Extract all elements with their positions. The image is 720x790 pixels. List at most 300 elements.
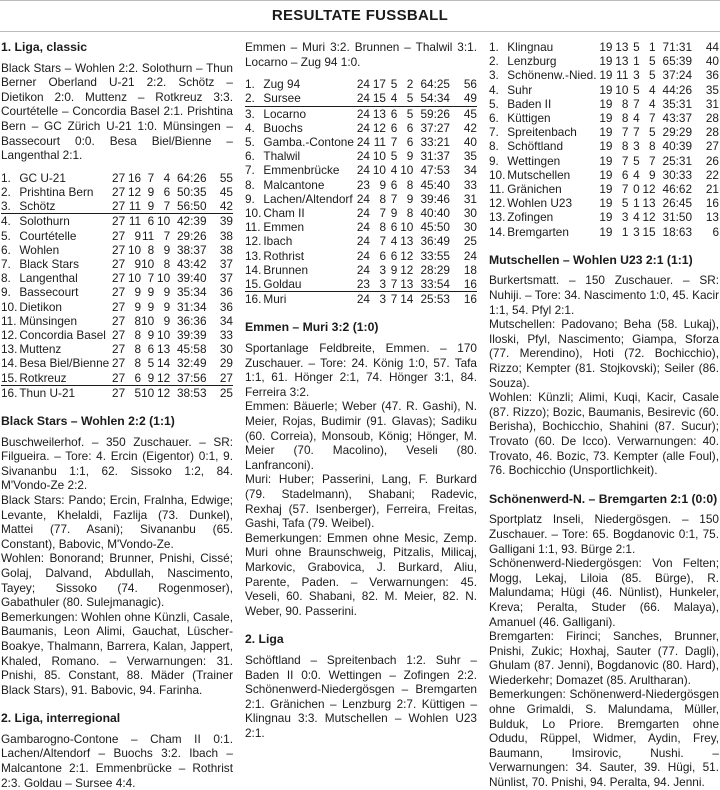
stat-cell: 9	[147, 299, 155, 314]
team-cell: Muri	[263, 292, 287, 307]
points-cell: 40	[463, 135, 477, 149]
points-cell: 24	[463, 248, 477, 263]
liga2-standings	[489, 40, 719, 239]
stat-cell: 8	[134, 342, 142, 357]
stat-cell: 15	[642, 224, 656, 239]
goals-cell: 37:24	[662, 68, 693, 83]
team-cell: Emmen	[263, 220, 305, 235]
team-cell: Courtételle	[19, 228, 77, 243]
goals-cell: 45:40	[420, 177, 450, 192]
stat-cell: 19	[599, 82, 613, 97]
team-cell: Lenzburg	[507, 54, 557, 69]
stat-cell: 12	[400, 262, 414, 277]
goals-cell: 65:39	[662, 54, 693, 69]
standings-row	[1, 243, 233, 257]
standings-row	[245, 135, 477, 149]
stat-cell: 24	[356, 234, 370, 249]
goals-cell: 33:21	[420, 135, 450, 149]
stat-cell: 10	[372, 163, 386, 178]
team-cell: Schönenw.-Nied.	[507, 68, 597, 83]
rank-cell: 12.	[489, 196, 506, 211]
stat-cell: 5	[397, 91, 413, 106]
points-cell: 42	[207, 199, 233, 214]
standings-row	[1, 371, 233, 386]
stat-cell: 16	[127, 170, 142, 185]
points-cell: 31	[463, 191, 477, 206]
rank-cell: 11.	[245, 220, 261, 235]
rank-cell: 13.	[245, 248, 262, 263]
stat-cell: 7	[621, 182, 629, 197]
standings-row	[245, 121, 477, 135]
stat-cell: 5	[633, 82, 640, 97]
points-cell: 38	[219, 242, 233, 257]
rank-cell: 16.	[1, 385, 18, 400]
stat-cell: 27	[112, 214, 126, 229]
team-cell: Wettingen	[507, 153, 561, 168]
goals-cell: 38:37	[177, 242, 207, 257]
stat-cell: 27	[112, 285, 126, 300]
stat-cell: 1	[633, 54, 640, 69]
stat-cell: 24	[356, 163, 370, 178]
match-heading-black-stars-wohlen: Black Stars – Wohlen 2:2 (1:1)	[1, 414, 175, 428]
stat-cell: 9	[134, 228, 142, 243]
team-cell: Prishtina Bern	[19, 184, 94, 199]
stat-cell: 5	[134, 385, 142, 400]
team-cell: Münsingen	[19, 313, 78, 328]
rank-cell: 14.	[489, 224, 506, 239]
stat-cell: 8	[406, 177, 414, 192]
goals-cell: 36:36	[177, 313, 207, 328]
rank-cell: 7.	[489, 125, 499, 140]
stat-cell: 13	[642, 196, 656, 211]
stat-cell: 6	[390, 106, 398, 121]
goals-cell: 43:42	[177, 256, 207, 271]
goals-cell: 50:35	[177, 184, 207, 199]
standings-row	[245, 77, 477, 91]
points-cell: 33	[219, 327, 233, 342]
points-cell: 16	[705, 196, 719, 211]
team-cell: Muttenz	[19, 342, 62, 357]
standings-row	[245, 206, 477, 220]
rank-cell: 8.	[489, 139, 499, 154]
stat-cell: 7	[386, 277, 397, 292]
team-cell: Solothurn	[19, 214, 70, 229]
rank-cell: 14.	[1, 356, 18, 371]
stat-cell: 8	[147, 242, 155, 257]
stat-cell: 7	[621, 153, 629, 168]
team-cell: Concordia Basel	[19, 327, 106, 342]
team-cell: Rotkreuz	[19, 371, 109, 386]
stat-cell: 10	[157, 214, 171, 229]
standings-row	[1, 300, 233, 314]
stat-cell: 8	[134, 313, 142, 328]
stat-cell: 24	[356, 106, 370, 121]
match-report-team-a: Black Stars: Pando; Ercin, Fralnha, Edwige; Levante, Khelaldi, Fazlija (73. Dunkel), Mattei (77. Asani); Sivananbu (65. Constant), Babovic, M'Vondo-Ze.	[1, 492, 233, 551]
stat-cell: 12	[157, 385, 171, 400]
stat-cell: 5	[649, 125, 656, 140]
stat-cell: 24	[356, 135, 370, 149]
stat-cell: 7	[621, 125, 629, 140]
rank-cell: 7.	[245, 163, 255, 178]
points-cell: 40	[705, 54, 719, 69]
stat-cell: 19	[599, 153, 613, 168]
goals-cell: 28:29	[420, 262, 450, 277]
stat-cell: 11	[616, 68, 629, 83]
stat-cell: 27	[112, 385, 126, 400]
stat-cell: 8	[379, 220, 386, 235]
stat-cell: 19	[599, 182, 613, 197]
stat-cell: 13	[397, 277, 413, 292]
rank-cell: 12.	[1, 327, 18, 342]
stat-cell: 4	[386, 91, 397, 106]
stat-cell: 6	[406, 135, 414, 149]
points-cell: 30	[463, 206, 477, 221]
standings-row	[489, 97, 719, 111]
team-cell: Buochs	[263, 120, 303, 135]
stat-cell: 5	[147, 356, 155, 371]
team-cell: Lachen/Altendorf	[263, 191, 353, 206]
rank-cell: 15.	[245, 277, 262, 292]
goals-cell: 29:29	[662, 125, 693, 140]
team-cell: Black Stars	[19, 256, 80, 271]
stat-cell: 7	[649, 153, 656, 168]
stat-cell: 9	[649, 167, 656, 182]
match-report-team-a: Emmen: Bäuerle; Weber (47. R. Gashi), N. Meier, Rojas, Budimir (91. Glavas); Sadiku (60. Correia), Monsoub, König; Hönger, M. Meier (70. Macolino), Veseli (80. Lanfranconi).	[245, 399, 477, 472]
stat-cell: 5	[633, 40, 640, 54]
goals-cell: 47:53	[420, 163, 450, 178]
stat-cell: 6	[379, 248, 386, 263]
goals-cell: 45:50	[420, 220, 450, 235]
goals-cell: 32:49	[177, 356, 207, 371]
stat-cell: 14	[157, 356, 171, 371]
stat-cell: 9	[163, 313, 171, 328]
stat-cell: 11	[141, 228, 155, 243]
standings-row	[489, 225, 719, 239]
goals-cell: 33:54	[413, 277, 450, 292]
column-2	[245, 40, 477, 740]
stat-cell: 24	[356, 120, 370, 135]
points-cell: 31	[705, 96, 719, 111]
stat-cell: 10	[141, 256, 155, 271]
match-report-venue: Sportplatz Inseli, Niedergösgen. – 150 Zuschauer. – Tore: 65. Bogdanovic 0:1, 75. Galligani 1:1, 93. Bürge 2:1.	[489, 512, 719, 556]
stat-cell: 10	[127, 271, 142, 286]
stat-cell: 5	[390, 77, 398, 92]
standings-row	[245, 234, 477, 248]
stat-cell: 7	[390, 135, 398, 149]
team-cell: Goldau	[263, 277, 354, 292]
stat-cell: 7	[379, 234, 386, 249]
goals-cell: 39:40	[177, 271, 207, 286]
team-cell: Thun U-21	[19, 385, 76, 400]
stat-cell: 9	[163, 242, 171, 257]
rank-cell: 6.	[1, 242, 11, 257]
standings-row	[1, 214, 233, 229]
standings-row	[245, 106, 477, 121]
stat-cell: 19	[599, 68, 613, 83]
points-cell: 45	[219, 184, 233, 199]
rank-cell: 2.	[245, 91, 263, 106]
rank-cell: 4.	[489, 82, 499, 97]
stat-cell: 8	[379, 191, 386, 206]
team-cell: Langenthal	[19, 271, 78, 286]
column-3	[489, 40, 719, 790]
page-banner: RESULTATE FUSSBALL	[0, 0, 720, 32]
team-cell: Gränichen	[507, 182, 562, 197]
goals-cell: 39:46	[420, 191, 450, 206]
points-cell: 37	[219, 271, 233, 286]
goals-cell: 25:53	[420, 292, 450, 307]
stat-cell: 6	[390, 177, 398, 192]
stat-cell: 24	[354, 91, 370, 106]
stat-cell: 7	[154, 199, 170, 214]
team-cell: Spreitenbach	[507, 125, 577, 140]
standings-row	[245, 178, 477, 192]
stat-cell: 4	[633, 167, 640, 182]
stat-cell: 9	[406, 191, 414, 206]
stat-cell: 13	[157, 342, 171, 357]
stat-cell: 4	[390, 163, 398, 178]
standings-row	[245, 292, 477, 307]
stat-cell: 27	[112, 342, 126, 357]
stat-cell: 12	[127, 184, 142, 199]
points-cell: 28	[705, 111, 719, 126]
standings-row	[489, 111, 719, 125]
points-cell: 16	[450, 277, 477, 292]
match-report-venue: Burkertsmatt. – 150 Zuschauer. – SR: Nuhiji. – Tore: 34. Nascimento 1:0, 45. Kacir 1:1, 54. Pfyl 2:1.	[489, 273, 719, 317]
stat-cell: 7	[649, 111, 656, 126]
stat-cell: 14	[400, 292, 414, 307]
stat-cell: 12	[642, 182, 656, 197]
standings-row	[245, 149, 477, 163]
team-cell: Schöftland	[507, 139, 564, 154]
liga1-heading: 1. Liga, classic	[1, 40, 88, 54]
stat-cell: 24	[356, 149, 370, 164]
liga2-interregional-results: Gambarogno-Contone – Cham II 0:1. Lachen/Altendorf – Buochs 3:2. Ibach – Malcantone 2:1. Emmenbrücke – Rothrist 2:3. Goldau – Sursee 4:4.	[1, 731, 233, 790]
standings-row	[489, 68, 719, 82]
points-cell: 56	[463, 77, 477, 92]
stat-cell: 11	[128, 214, 142, 229]
stat-cell: 11	[373, 135, 386, 149]
stat-cell: 27	[112, 228, 126, 243]
stat-cell: 10	[400, 220, 414, 235]
goals-cell: 37:27	[420, 120, 450, 135]
stat-cell: 24	[356, 206, 370, 221]
rank-cell: 3.	[489, 68, 499, 83]
stat-cell: 3	[633, 224, 640, 239]
points-cell: 16	[463, 292, 477, 307]
goals-cell: 25:31	[662, 153, 693, 168]
stat-cell: 8	[621, 139, 629, 154]
stat-cell: 19	[599, 224, 613, 239]
match-report-remarks: Bemerkungen: Schönenwerd-Niedergösgen ohne Grimaldi, S. Malundama, Müller, Bulduk, Lo Priore. Bremgarten ohne Odudu, Rüppel, Widmer, Aydin, Frey, Baumann, Imsirovic, Nushi. – Verwarnungen: 34. Sauter, 39. Hügi, 51. Nünlist, 70. Pnishi, 94. Peralta, 94. Jenni.	[489, 687, 719, 790]
rank-cell: 3.	[1, 199, 19, 214]
stat-cell: 6	[390, 120, 398, 135]
stat-cell: 24	[356, 248, 370, 263]
match-report-team-a: Schönenwerd-Niedergösgen: Von Felten; Mogg, Lekaj, Liloia (85. Bürge), R. Malundama; Hügi (46. Nünlist), Hunkeler, Kreva; Peralta, Studer (66. Malaya), Amanuel (46. Galligani).	[489, 556, 719, 629]
rank-cell: 12.	[245, 234, 262, 249]
goals-cell: 46:62	[662, 182, 693, 197]
liga2-results: Schöftland – Spreitenbach 1:2. Suhr – Baden II 0:0. Wettingen – Zofingen 2:2. Schönenwerd-Niedergösgen – Bremgarten 2:1. Gränichen – Lenzburg 2:7. Küttigen – Klingnau 3:3. Mutschellen – Wohlen U23 2:1.	[245, 652, 477, 740]
stat-cell: 4	[633, 210, 640, 225]
goals-cell: 40:39	[662, 139, 693, 154]
stat-cell: 7	[147, 170, 155, 185]
stat-cell: 3	[379, 292, 386, 307]
standings-row	[1, 257, 233, 271]
stat-cell: 27	[112, 184, 126, 199]
stat-cell: 7	[390, 292, 398, 307]
stat-cell: 11	[125, 199, 141, 214]
interregional-results-cont: Emmen – Muri 3:2. Brunnen – Thalwil 3:1. Locarno – Zug 94 1:0.	[245, 40, 477, 69]
stat-cell: 6	[163, 184, 171, 199]
stat-cell: 27	[109, 371, 125, 386]
points-cell: 36	[705, 68, 719, 83]
rank-cell: 11.	[489, 182, 505, 197]
stat-cell: 8	[649, 139, 656, 154]
stat-cell: 9	[134, 256, 142, 271]
stat-cell: 4	[390, 234, 398, 249]
stat-cell: 7	[147, 271, 155, 286]
stat-cell: 8	[621, 111, 629, 126]
team-cell: Klingnau	[507, 40, 554, 54]
stat-cell: 10	[615, 82, 629, 97]
rank-cell: 13.	[489, 210, 506, 225]
rank-cell: 8.	[1, 271, 11, 286]
standings-row	[1, 271, 233, 285]
points-cell: 34	[463, 163, 477, 178]
stat-cell: 19	[599, 40, 613, 54]
rank-cell: 5.	[489, 96, 499, 111]
points-cell: 21	[705, 182, 719, 197]
team-cell: Zug 94	[263, 77, 301, 92]
stat-cell: 9	[390, 206, 398, 221]
match-report-remarks: Bemerkungen: Wohlen ohne Künzli, Casale, Baumanis, Leon Alimi, Gauchat, Lüscher-Boakye, Thalmann, Barrera, Kalan, Jappert, Khaled, Romano. – Verwarnungen: 31. Pnishi, 85. Constant, 88. Mäder (Trainer Black Stars), 91. Babovic, 94. Farinha.	[1, 609, 233, 697]
points-cell: 35	[463, 149, 477, 164]
goals-cell: 18:63	[662, 224, 693, 239]
team-cell: Ibach	[263, 234, 293, 249]
rank-cell: 9.	[245, 191, 255, 206]
standings-row	[1, 356, 233, 370]
stat-cell: 3	[621, 210, 629, 225]
stat-cell: 5	[390, 149, 398, 164]
points-cell: 25	[219, 385, 233, 400]
stat-cell: 1	[621, 224, 629, 239]
standings-row	[489, 125, 719, 139]
standings-row	[489, 210, 719, 224]
goals-cell: 56:50	[170, 199, 206, 214]
stat-cell: 3	[370, 277, 386, 292]
points-cell: 22	[705, 167, 719, 182]
stat-cell: 1	[649, 40, 656, 54]
goals-cell: 43:37	[662, 111, 693, 126]
stat-cell: 8	[134, 356, 142, 371]
goals-cell: 54:34	[413, 91, 450, 106]
stat-cell: 4	[649, 96, 656, 111]
standings-row	[1, 328, 233, 342]
points-cell: 39	[219, 214, 233, 229]
match-heading-schoenenwerd-bremgarten: Schönenwerd-N. – Bremgarten 2:1 (0:0)	[489, 491, 718, 506]
stat-cell: 9	[134, 299, 142, 314]
points-cell: 29	[219, 356, 233, 371]
stat-cell: 7	[633, 96, 640, 111]
rank-cell: 6.	[245, 149, 255, 164]
goals-cell: 29:26	[177, 228, 207, 243]
points-cell: 36	[219, 285, 233, 300]
stat-cell: 9	[147, 184, 155, 199]
interregional-standings	[245, 77, 477, 306]
rank-cell: 11.	[1, 313, 17, 328]
stat-cell: 4	[649, 82, 656, 97]
goals-cell: 35:34	[177, 285, 207, 300]
match-report-team-b: Muri: Huber; Passerini, Lang, F. Burkard (79. Stadelmann), Shabani; Radevic, Rexhaj (57. Isenberger), Ferreira, Freitas, Gashi, Tafa (79. Weibel).	[245, 472, 477, 531]
match-report-venue: Sportanlage Feldbreite, Emmen. – 170 Zuschauer. – Tore: 24. König 1:0, 57. Tafa 1:1, 61. Hönger 2:1, 74. Hönger 3:1, 84. Ferreira 3:2.	[245, 341, 477, 399]
standings-row	[1, 171, 233, 185]
team-cell: Locarno	[263, 106, 307, 121]
standings-row	[489, 40, 719, 54]
match-report-team-b: Wohlen: Künzli; Alimi, Kuqi, Kacir, Casale (87. Rizzo); Bozic, Baumanis, Besirevic (60. Berisha), Bochicchio, Shahini (87. Sucur); Trovato (60. De Icco). Verwarnungen: 40. Trovato, 46. Bozic, 73. Kempter (alle Foul), 76. Bochicchio (Unsportlichkeit).	[489, 390, 719, 478]
stat-cell: 27	[109, 199, 125, 214]
stat-cell: 12	[154, 371, 170, 386]
goals-cell: 64:25	[420, 77, 450, 92]
stat-cell: 19	[599, 210, 613, 225]
stat-cell: 27	[112, 271, 126, 286]
points-cell: 13	[705, 210, 719, 225]
points-cell: 25	[463, 234, 477, 249]
liga2-heading: 2. Liga	[245, 632, 284, 647]
team-cell: Küttigen	[507, 111, 551, 126]
stat-cell: 3	[633, 68, 640, 83]
points-cell: 45	[463, 106, 477, 121]
stat-cell: 6	[406, 120, 414, 135]
stat-cell: 10	[157, 271, 171, 286]
stat-cell: 27	[112, 242, 126, 257]
stat-cell: 13	[615, 40, 629, 54]
stat-cell: 3	[379, 262, 386, 277]
goals-cell: 39:39	[177, 327, 207, 342]
stat-cell: 27	[112, 299, 126, 314]
points-cell: 27	[207, 371, 233, 386]
goals-cell: 40:40	[420, 206, 450, 221]
standings-row	[489, 139, 719, 153]
team-cell: Bassecourt	[19, 285, 79, 300]
team-cell: Thalwil	[263, 149, 301, 164]
goals-cell: 36:49	[420, 234, 450, 249]
stat-cell: 12	[372, 120, 386, 135]
stat-cell: 19	[599, 96, 613, 111]
stat-cell: 0	[633, 182, 640, 197]
stat-cell: 23	[356, 177, 370, 192]
stat-cell: 9	[406, 149, 414, 164]
stat-cell: 27	[112, 313, 126, 328]
standings-row	[245, 263, 477, 277]
stat-cell: 3	[633, 139, 640, 154]
rank-cell: 2.	[1, 184, 11, 199]
team-cell: Bremgarten	[507, 224, 569, 239]
stat-cell: 9	[390, 262, 398, 277]
points-cell: 55	[219, 170, 233, 185]
stat-cell: 6	[621, 167, 629, 182]
stat-cell: 19	[599, 125, 613, 140]
rank-cell: 9.	[489, 153, 499, 168]
points-cell: 33	[463, 177, 477, 192]
points-cell: 34	[219, 313, 233, 328]
stat-cell: 19	[599, 167, 613, 182]
stat-cell: 27	[112, 170, 126, 185]
stat-cell: 8	[406, 206, 414, 221]
stat-cell: 4	[633, 111, 640, 126]
standings-row	[1, 385, 233, 400]
stat-cell: 24	[356, 220, 370, 235]
standings-row	[245, 91, 477, 106]
